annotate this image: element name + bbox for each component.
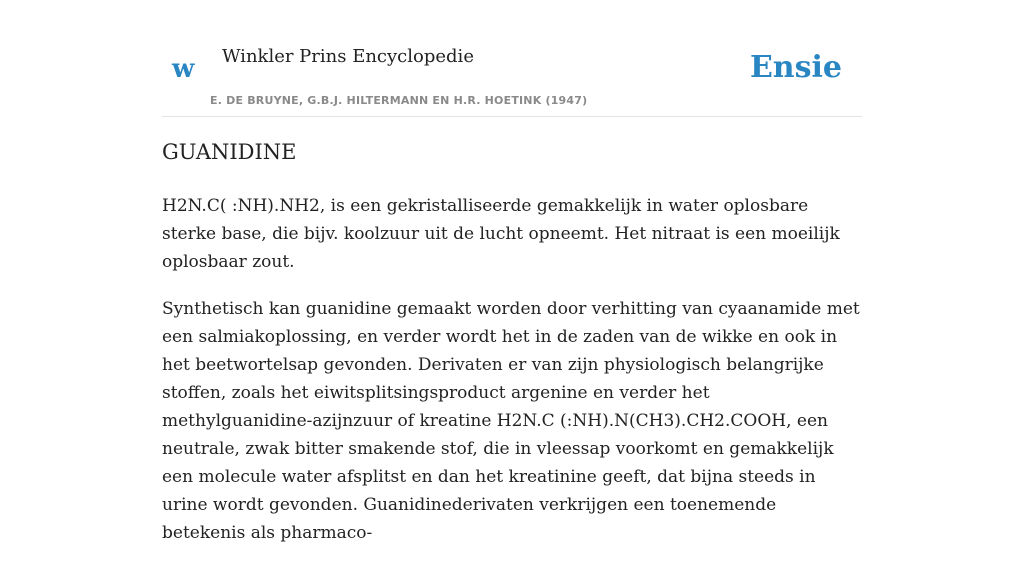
article-paragraph: H2N.C( :NH).NH2, is een gekristalliseerde gemakkelijk in water oplosbare sterke base, die bijv. koolzuur uit de lucht opneemt. Het nitraat is een moeilijk oplosbaar zout. <box>162 196 840 272</box>
book-title[interactable]: Winkler Prins Encyclopedie <box>222 46 474 67</box>
ensie-logo[interactable]: Ensie <box>749 50 842 85</box>
book-authors: E. DE BRUYNE, G.B.J. HILTERMANN EN H.R. HOETINK (1947) <box>210 94 588 107</box>
book-logo[interactable]: w <box>172 54 195 84</box>
article-paragraph: Synthetisch kan guanidine gemaakt worden door verhitting van cyaanamide met een salmiakoplossing, en verder wordt het in de zaden van de wikke en ook in het beetwortelsap gevonden. Derivaten er van zijn physiologisch belangrijke stoffen, zoals het eiwitsplitsingsproduct argenine en verder het methylguanidine-azijnzuur of kreatine H2N.C (:NH).N(CH3).CH2.COOH, een neutrale, zwak bitter smakende stof, die in vleessap voorkomt en gemakkelijk een molecule water afsplitst en dan het kreatinine geeft, dat bijna steeds in urine wordt gevonden. Guanidinederivaten verkrijgen een toenemende betekenis als pharmaco- <box>162 299 860 543</box>
article-body <box>162 192 862 566</box>
article-title: GUANIDINE <box>162 140 297 164</box>
header <box>162 0 862 117</box>
